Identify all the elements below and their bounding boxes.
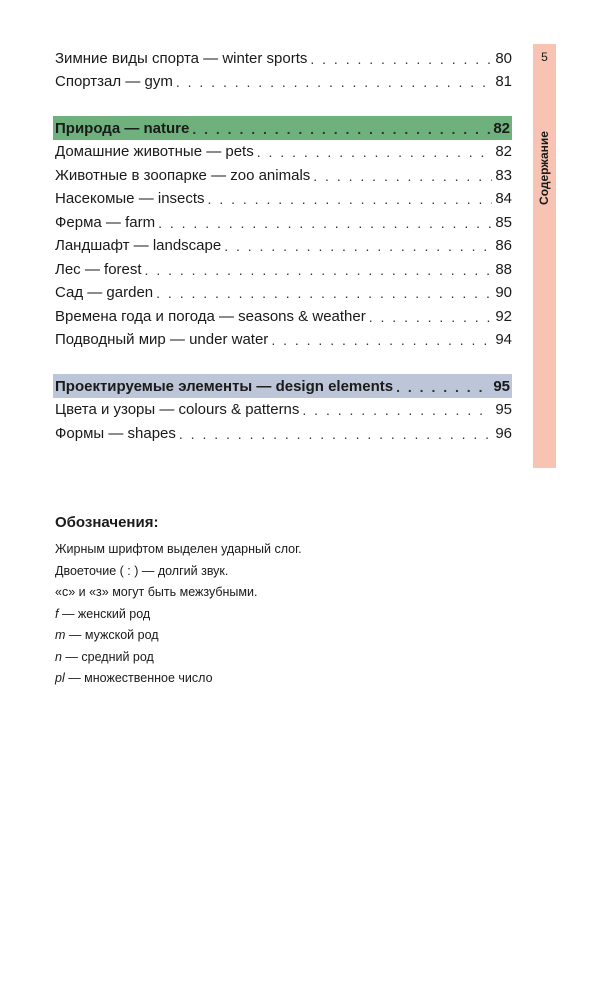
toc-entry-title: Лес — forest <box>55 260 142 278</box>
toc-entry-title: Цвета и узоры — colours & patterns <box>55 401 300 418</box>
toc-entry-title: Формы — shapes <box>55 424 176 442</box>
toc-entry-page: 86 <box>495 237 512 254</box>
legend-title: Обозначения: <box>55 514 159 531</box>
toc-entry-page: 83 <box>495 166 512 184</box>
toc-entry-page: 90 <box>495 284 512 301</box>
toc-section-page: 82 <box>493 119 510 137</box>
toc-entry-gym[interactable] <box>55 70 512 94</box>
section-gap <box>55 351 512 374</box>
abbr-label: m <box>55 628 66 642</box>
legend-abbr-neuter <box>55 647 525 669</box>
abbr-desc: — мужской род <box>65 628 159 642</box>
legend-abbr-plural <box>55 668 525 690</box>
toc-entry-shapes[interactable] <box>55 421 512 445</box>
toc-leader-dots <box>179 425 492 443</box>
toc-entry-title: Зимние виды спорта — winter sports <box>55 49 308 67</box>
section-gap <box>55 93 512 116</box>
toc-entry-page: 84 <box>495 190 512 207</box>
legend <box>55 514 525 690</box>
toc-leader-dots <box>369 308 493 326</box>
legend-abbr-masculine <box>55 625 525 647</box>
toc-entry-title: Сад — garden <box>55 284 154 301</box>
legend-line: Жирным шрифтом выделен ударный слог. <box>55 542 302 556</box>
toc-leader-dots <box>313 167 492 185</box>
toc-leader-dots <box>192 120 490 138</box>
toc-section-page: 95 <box>493 377 510 395</box>
abbr-desc: — женский род <box>58 606 151 621</box>
toc-entry-page: 82 <box>495 143 512 160</box>
toc-section-design-elements[interactable] <box>53 374 512 398</box>
toc-entry-colours-patterns[interactable] <box>55 398 512 422</box>
toc-entry-seasons-weather[interactable] <box>55 304 512 328</box>
page-number: 5 <box>541 50 548 64</box>
toc-entry-page: 94 <box>495 331 512 348</box>
toc-entry-title: Ландшафт — landscape <box>55 237 222 254</box>
toc-section-nature[interactable] <box>53 116 512 140</box>
abbr-label: pl <box>55 671 65 685</box>
toc-leader-dots <box>224 237 492 255</box>
toc-entry-page: 96 <box>495 424 512 442</box>
abbr-desc: — средний род <box>61 649 154 664</box>
legend-line: Двоеточие ( : ) — долгий звук. <box>55 563 229 578</box>
toc-leader-dots <box>208 190 493 208</box>
toc-entry-title: Подводный мир — under water <box>55 331 269 348</box>
toc-entry-page: 92 <box>495 307 512 325</box>
toc-entry-page: 80 <box>495 49 512 67</box>
chapter-tab-label: Содержание <box>537 131 551 205</box>
toc-entry-title: Животные в зоопарке — zoo animals <box>55 166 311 184</box>
toc-entry-page: 85 <box>495 213 512 231</box>
abbr-desc: — множественное число <box>64 671 213 685</box>
legend-abbr-feminine <box>55 604 525 626</box>
toc-leader-dots <box>271 331 492 349</box>
legend-line: «с» и «з» могут быть межзубными. <box>55 585 258 599</box>
toc-entry-farm[interactable] <box>55 210 512 234</box>
toc-leader-dots <box>158 214 492 232</box>
toc-section-title: Проектируемые элементы — design elements <box>55 377 394 395</box>
toc-entry-title: Спортзал — gym <box>55 73 173 90</box>
toc-entry-insects[interactable] <box>55 187 512 211</box>
toc-entry-zoo-animals[interactable] <box>55 163 512 187</box>
table-of-contents <box>55 46 512 445</box>
toc-leader-dots <box>396 378 490 396</box>
toc-leader-dots <box>145 261 493 279</box>
toc-entry-page: 95 <box>495 401 512 418</box>
chapter-tab <box>533 44 556 468</box>
toc-entry-pets[interactable] <box>55 140 512 164</box>
toc-leader-dots <box>156 284 492 302</box>
toc-entry-title: Насекомые — insects <box>55 190 205 207</box>
toc-entry-landscape[interactable] <box>55 234 512 258</box>
abbr-label: n <box>55 649 62 664</box>
toc-entry-title: Ферма — farm <box>55 213 156 231</box>
toc-entry-forest[interactable] <box>55 257 512 281</box>
toc-leader-dots <box>176 73 492 91</box>
toc-leader-dots <box>302 401 492 419</box>
toc-entry-title: Домашние животные — pets <box>55 143 254 160</box>
toc-entry-under-water[interactable] <box>55 328 512 352</box>
toc-entry-page: 88 <box>495 260 512 278</box>
abbr-label: f <box>55 606 59 621</box>
toc-leader-dots <box>257 143 493 161</box>
toc-entry-winter-sports[interactable] <box>55 46 512 70</box>
toc-entry-page: 81 <box>495 73 512 90</box>
toc-section-title: Природа — nature <box>55 119 190 137</box>
toc-entry-garden[interactable] <box>55 281 512 305</box>
toc-entry-title: Времена года и погода — seasons & weather <box>55 307 366 325</box>
toc-leader-dots <box>310 50 492 68</box>
